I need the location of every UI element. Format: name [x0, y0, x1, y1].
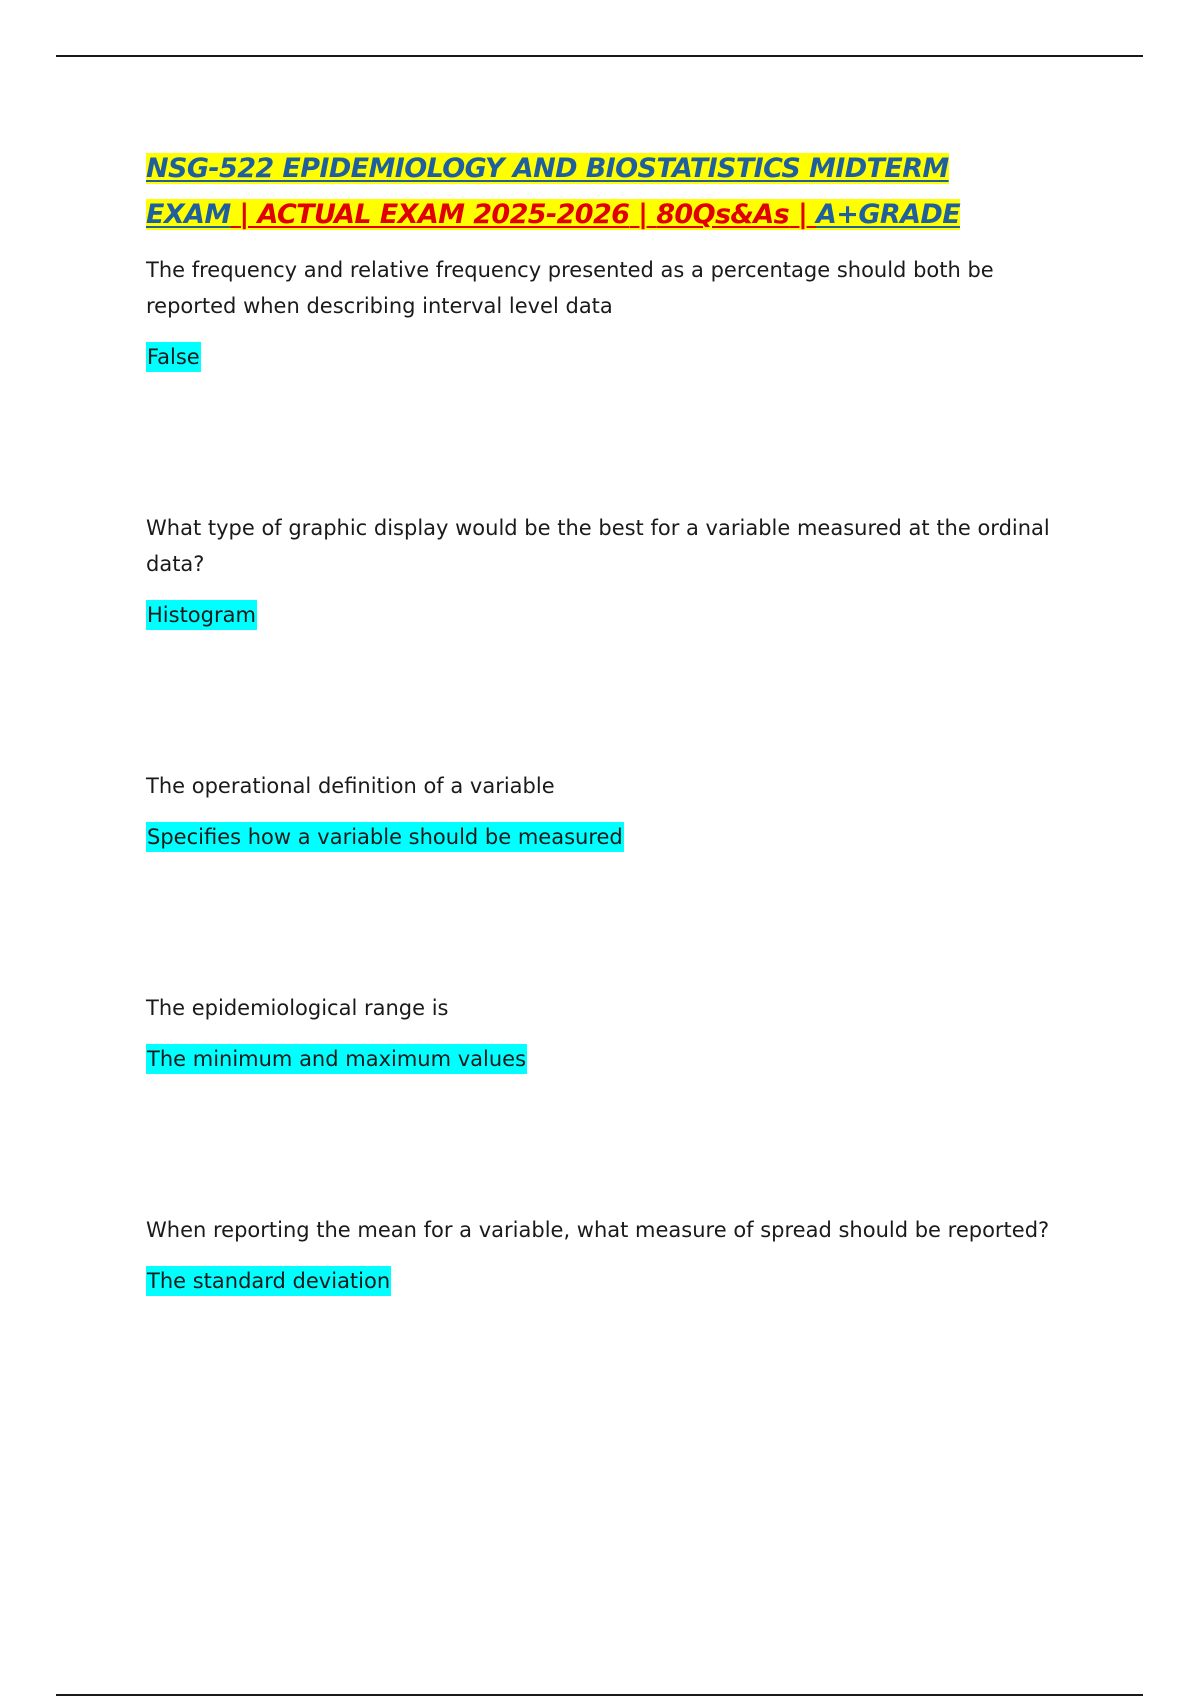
answer-highlight: False: [146, 342, 201, 372]
title-separator: |: [629, 199, 657, 230]
qa-item: [146, 768, 1076, 852]
document-title: [146, 146, 1076, 238]
title-separator: |: [230, 199, 258, 230]
question-text: The epidemiological range is: [146, 996, 449, 1020]
question-text: The frequency and relative frequency presented as a percentage should both be reported when describing interval level data: [146, 258, 994, 318]
bottom-rule: [56, 1694, 1143, 1696]
title-grade: A+GRADE: [816, 199, 961, 230]
title-question-count: 80Qs&As: [656, 199, 790, 230]
qa-item: [146, 510, 1076, 630]
document-body: [146, 146, 1076, 1293]
qa-item: [146, 1212, 1076, 1296]
answer-highlight: The standard deviation: [146, 1266, 391, 1296]
qa-item: [146, 252, 1076, 372]
top-rule: [56, 55, 1143, 57]
question-text: The operational definition of a variable: [146, 774, 555, 798]
answer-highlight: Specifies how a variable should be measured: [146, 822, 624, 852]
question-text: When reporting the mean for a variable, what measure of spread should be reported?: [146, 1218, 1050, 1242]
title-separator: |: [789, 199, 817, 230]
title-exam: EXAM: [146, 199, 231, 230]
question-text: What type of graphic display would be the best for a variable measured at the ordinal data?: [146, 516, 1050, 576]
answer-highlight: Histogram: [146, 600, 257, 630]
qa-item: [146, 990, 1076, 1074]
title-actual-exam: ACTUAL EXAM 2025-2026: [257, 199, 630, 230]
answer-highlight: The minimum and maximum values: [146, 1044, 527, 1074]
title-line-1: NSG-522 EPIDEMIOLOGY AND BIOSTATISTICS MIDTERM: [146, 153, 949, 184]
